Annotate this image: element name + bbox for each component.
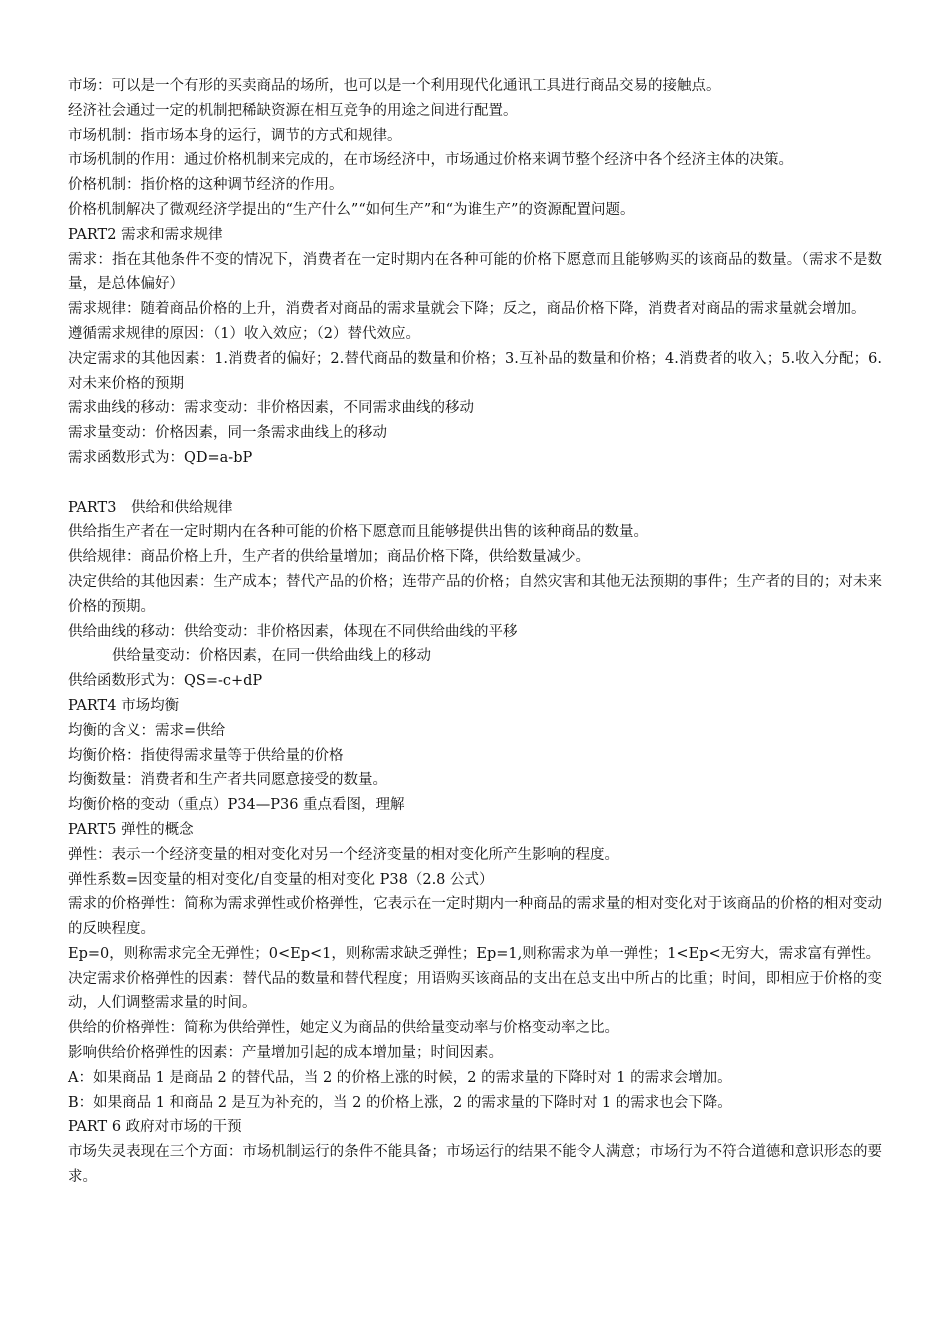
- paragraph-supply-elasticity-factors: 影响供给价格弹性的因素：产量增加引起的成本增加量；时间因素。: [68, 1045, 503, 1062]
- paragraph-demand-factors: 决定需求的其他因素：1.消费者的偏好；2.替代商品的数量和价格；3.互补品的数量和价格；4.消费者的收入；5.收入分配；6.对未来价格的预期: [68, 350, 882, 392]
- paragraph-supply-function: 供给函数形式为：QS=-c+dP: [68, 673, 263, 690]
- heading-part6: PART 6 政府对市场的干预: [68, 1119, 242, 1136]
- paragraph-quantity-supplied-change: 供给量变动：价格因素，在同一供给曲线上的移动: [112, 648, 431, 665]
- paragraph-supply-factors: 决定供给的其他因素：生产成本；替代产品的价格；连带产品的价格；自然灾害和其他无法预期的事件；生产者的目的；对未来价格的预期。: [68, 573, 882, 615]
- paragraph-price-elasticity-supply: 供给的价格弹性：简称为供给弹性，她定义为商品的供给量变动率与价格变动率之比。: [68, 1020, 619, 1037]
- paragraph-price-elasticity-demand: 需求的价格弹性：简称为需求弹性或价格弹性，它表示在一定时期内一种商品的需求量的相对变化对于该商品的价格的相对变动的反映程度。: [68, 896, 882, 938]
- paragraph-complement-example: B：如果商品 1 和商品 2 是互为补充的，当 2 的价格上涨，2 的需求量的下降时对 1 的需求也会下降。: [68, 1094, 732, 1111]
- paragraph-elasticity-coefficient: 弹性系数=因变量的相对变化/自变量的相对变化 P38（2.8 公式）: [68, 871, 494, 888]
- paragraph-demand-reasons: 遵循需求规律的原因：（1）收入效应；（2）替代效应。: [68, 325, 420, 342]
- paragraph-elasticity: 弹性：表示一个经济变量的相对变化对另一个经济变量的相对变化所产生影响的程度。: [68, 846, 619, 863]
- document-page: [68, 74, 882, 1190]
- paragraph-market-definition: 市场：可以是一个有形的买卖商品的场所，也可以是一个利用现代化通讯工具进行商品交易的接触点。: [68, 78, 721, 94]
- paragraph-demand-definition: 需求：指在其他条件不变的情况下，消费者在一定时期内在各种可能的价格下愿意而且能够购买的该商品的数量。（需求不是数量，是总体偏好）: [68, 251, 882, 293]
- paragraph-equilibrium-change: 均衡价格的变动（重点）P34—P36 重点看图，理解: [68, 797, 405, 814]
- paragraph-quantity-demanded-change: 需求量变动：价格因素，同一条需求曲线上的移动: [68, 425, 387, 442]
- heading-part5: PART5 弹性的概念: [68, 821, 194, 838]
- paragraph-supply-definition: 供给指生产者在一定时期内在各种可能的价格下愿意而且能够提供出售的该种商品的数量。: [68, 524, 648, 541]
- paragraph-equilibrium-meaning: 均衡的含义：需求=供给: [68, 722, 226, 739]
- paragraph-supply-curve-shift: 供给曲线的移动：供给变动：非价格因素，体现在不同供给曲线的平移: [68, 623, 518, 640]
- paragraph-equilibrium-quantity: 均衡数量：消费者和生产者共同愿意接受的数量。: [68, 772, 387, 789]
- paragraph-price-mechanism-solves: 价格机制解决了微观经济学提出的“生产什么”“如何生产”和“为谁生产”的资源配置问题。: [68, 201, 635, 218]
- paragraph-demand-elasticity-factors: 决定需求价格弹性的因素：替代品的数量和替代程度；用语购买该商品的支出在总支出中所占的比重；时间，即相应于价格的变动，人们调整需求量的时间。: [68, 970, 882, 1012]
- paragraph-equilibrium-price: 均衡价格：指使得需求量等于供给量的价格: [68, 747, 344, 764]
- paragraph-ep-ranges: Ep=0，则称需求完全无弹性；0<Ep<1，则称需求缺乏弹性；Ep=1,则称需求为单一弹性；1<Ep<无穷大，需求富有弹性。: [68, 945, 881, 962]
- paragraph-law-of-supply: 供给规律：商品价格上升，生产者的供给量增加；商品价格下降，供给数量减少。: [68, 549, 590, 566]
- paragraph-law-of-demand: 需求规律：随着商品价格的上升，消费者对商品的需求量就会下降；反之，商品价格下降，消费者对商品的需求量就会增加。: [68, 301, 866, 318]
- heading-part2: PART2 需求和需求规律: [68, 226, 223, 243]
- paragraph-market-mechanism-role: 市场机制的作用：通过价格机制来完成的，在市场经济中，市场通过价格来调节整个经济中各个经济主体的决策。: [68, 152, 793, 169]
- paragraph-market-mechanism: 市场机制：指市场本身的运行，调节的方式和规律。: [68, 127, 402, 144]
- paragraph-resource-allocation: 经济社会通过一定的机制把稀缺资源在相互竞争的用途之间进行配置。: [68, 102, 518, 119]
- paragraph-demand-function: 需求函数形式为：QD=a-bP: [68, 449, 253, 466]
- paragraph-price-mechanism: 价格机制：指价格的这种调节经济的作用。: [68, 177, 344, 194]
- paragraph-substitute-example: A：如果商品 1 是商品 2 的替代品，当 2 的价格上涨的时候，2 的需求量的下降时对 1 的需求会增加。: [68, 1069, 732, 1086]
- heading-part3: PART3 供给和供给规律: [68, 499, 233, 516]
- paragraph-market-failure: 市场失灵表现在三个方面：市场机制运行的条件不能具备；市场运行的结果不能令人满意；市场行为不符合道德和意识形态的要求。: [68, 1144, 882, 1186]
- heading-part4: PART4 市场均衡: [68, 697, 180, 714]
- blank-line: [68, 471, 882, 496]
- paragraph-demand-curve-shift: 需求曲线的移动：需求变动：非价格因素，不同需求曲线的移动: [68, 400, 474, 417]
